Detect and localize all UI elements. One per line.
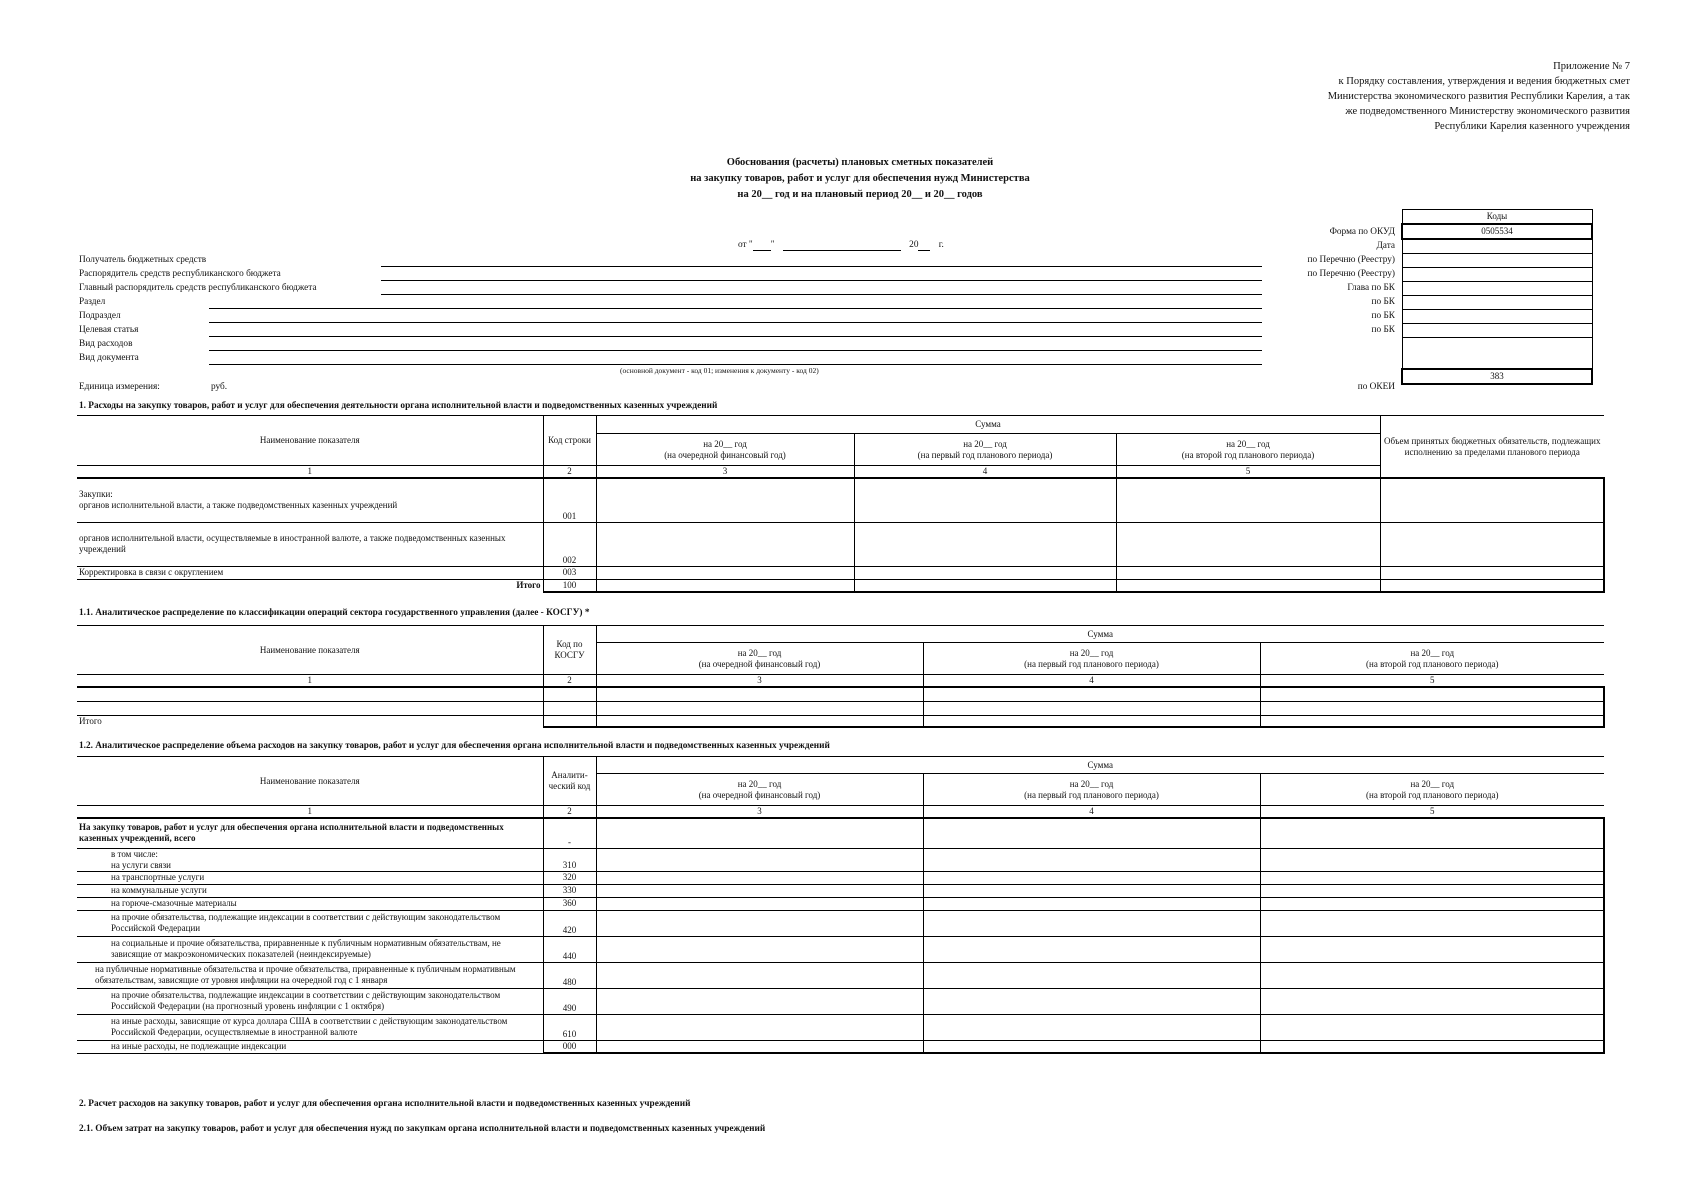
value-cell[interactable] bbox=[923, 897, 1260, 910]
value-cell[interactable] bbox=[1380, 478, 1604, 522]
value-cell[interactable] bbox=[596, 910, 923, 936]
date-day-field[interactable] bbox=[753, 240, 771, 251]
col-year1-header bbox=[596, 774, 923, 806]
code-cell[interactable] bbox=[1402, 239, 1592, 254]
col-num: 2 bbox=[543, 466, 596, 479]
field-label: Получатель бюджетных средств bbox=[79, 255, 207, 265]
year-label: на 20__ год bbox=[1226, 438, 1270, 449]
row-code: 440 bbox=[543, 936, 596, 962]
field-line[interactable] bbox=[209, 322, 1262, 323]
field-label: Целевая статья bbox=[79, 325, 139, 335]
codes-table bbox=[1401, 209, 1593, 385]
year-label: на 20__ год bbox=[1410, 647, 1455, 658]
row-code[interactable] bbox=[543, 715, 596, 727]
row-code: 490 bbox=[543, 988, 596, 1014]
value-cell[interactable] bbox=[923, 962, 1260, 988]
doc-note: (основной документ - код 01; изменения к документу - код 02) bbox=[620, 366, 819, 375]
code-label: по Перечню (Реестру) bbox=[1307, 255, 1395, 265]
title-line: Обоснования (расчеты) плановых сметных показателей bbox=[726, 157, 994, 168]
value-cell[interactable] bbox=[1260, 1014, 1604, 1040]
unit-value: руб. bbox=[211, 382, 228, 392]
row-code[interactable] bbox=[543, 687, 596, 701]
value-cell[interactable] bbox=[1260, 687, 1604, 701]
row-label: на услуги связи bbox=[111, 859, 171, 870]
row-code: 001 bbox=[543, 478, 596, 522]
code-label: Глава по БК bbox=[1347, 283, 1395, 293]
col-sum-header: Сумма bbox=[596, 626, 1604, 643]
field-label: Распорядитель средств республиканского бюджета bbox=[79, 269, 281, 279]
code-cell[interactable] bbox=[1402, 268, 1592, 282]
value-cell[interactable] bbox=[1260, 936, 1604, 962]
date-year-prefix: 20 bbox=[909, 240, 919, 250]
row-name: на коммунальные услуги bbox=[77, 884, 543, 897]
col-num: 3 bbox=[596, 675, 923, 688]
section2-title: 2. Расчет расходов на закупку товаров, работ и услуг для обеспечения органа исполнительной власти и подведомственных казенных учреждений bbox=[79, 1099, 691, 1109]
row-name: на прочие обязательства, подлежащие индексации в соответствии с действующим законодательством Российской Федерации bbox=[77, 910, 543, 936]
year-label: на 20__ год bbox=[1410, 778, 1455, 789]
col-code-header: Код по КОСГУ bbox=[543, 626, 596, 675]
value-cell[interactable] bbox=[1260, 848, 1604, 871]
code-cell[interactable] bbox=[1402, 296, 1592, 310]
value-cell[interactable] bbox=[1260, 988, 1604, 1014]
value-cell[interactable] bbox=[1260, 701, 1604, 715]
col-num: 1 bbox=[77, 806, 543, 819]
value-cell[interactable] bbox=[1260, 910, 1604, 936]
code-label: по ОКЕИ bbox=[1357, 382, 1395, 392]
row-name: на публичные нормативные обязательства и прочие обязательства, приравненные к публичным нормативным обязательствам, зависящие от уровня инфляции на очередной год с 1 января bbox=[77, 962, 543, 988]
year-sub: (на очередной финансовый год) bbox=[698, 789, 821, 800]
value-cell[interactable] bbox=[923, 818, 1260, 848]
row-name bbox=[77, 848, 543, 871]
value-cell[interactable] bbox=[596, 579, 854, 592]
row-name: на иные расходы, зависящие от курса доллара США в соответствии с действующим законодательством Российской Федерации, осуществляемые в иностранной валюте bbox=[77, 1014, 543, 1040]
value-cell[interactable] bbox=[1260, 715, 1604, 727]
value-cell[interactable] bbox=[596, 962, 923, 988]
col-num: 5 bbox=[1260, 675, 1604, 688]
col-year3-header bbox=[1260, 774, 1604, 806]
row-code: - bbox=[543, 818, 596, 848]
date-from: от " bbox=[738, 240, 753, 250]
value-cell[interactable] bbox=[596, 566, 854, 579]
year-label: на 20__ год bbox=[1069, 778, 1114, 789]
field-label: Главный распорядитель средств республиканского бюджета bbox=[79, 283, 317, 293]
code-cell[interactable] bbox=[1402, 282, 1592, 296]
value-cell[interactable] bbox=[1116, 522, 1380, 566]
row-code: 420 bbox=[543, 910, 596, 936]
field-line[interactable] bbox=[209, 336, 1262, 337]
date-month-field[interactable] bbox=[783, 240, 901, 251]
value-cell[interactable] bbox=[596, 687, 923, 701]
field-label: Вид документа bbox=[79, 353, 139, 363]
value-cell[interactable] bbox=[923, 871, 1260, 884]
codes-header: Коды bbox=[1402, 210, 1592, 225]
row-code: 360 bbox=[543, 897, 596, 910]
unit-label: Единица измерения: bbox=[79, 382, 160, 392]
col-sum-header: Сумма bbox=[596, 757, 1604, 774]
field-line[interactable] bbox=[209, 350, 1262, 351]
col-num: 2 bbox=[543, 675, 596, 688]
value-cell[interactable] bbox=[596, 988, 923, 1014]
field-label: Подраздел bbox=[79, 311, 121, 321]
field-line[interactable] bbox=[381, 280, 1262, 281]
value-cell[interactable] bbox=[1380, 522, 1604, 566]
year-sub: (на второй год планового периода) bbox=[1181, 449, 1315, 460]
total-label: Итого bbox=[77, 715, 543, 727]
col-name-header: Наименование показателя bbox=[77, 757, 543, 806]
value-cell[interactable] bbox=[923, 988, 1260, 1014]
col-year1-header bbox=[596, 643, 923, 675]
title-line: на 20__ год и на плановый период 20__ и 20__ годов bbox=[737, 189, 983, 200]
row-name: на иные расходы, не подлежащие индексации bbox=[77, 1040, 543, 1053]
col-year1-header bbox=[596, 434, 854, 466]
total-label: Итого bbox=[77, 579, 543, 592]
row-code: 610 bbox=[543, 1014, 596, 1040]
value-cell[interactable] bbox=[854, 566, 1116, 579]
value-cell[interactable] bbox=[596, 884, 923, 897]
year-sub: (на очередной финансовый год) bbox=[698, 658, 821, 669]
value-cell[interactable] bbox=[854, 478, 1116, 522]
field-line[interactable] bbox=[209, 308, 1262, 309]
section1-table bbox=[77, 415, 1605, 593]
row-name: на горюче-смазочные материалы bbox=[77, 897, 543, 910]
appendix-note bbox=[1328, 59, 1630, 134]
col-year3-header bbox=[1260, 643, 1604, 675]
col-num: 4 bbox=[923, 806, 1260, 819]
year-label: на 20__ год bbox=[963, 438, 1007, 449]
row-code: 330 bbox=[543, 884, 596, 897]
col-num: 1 bbox=[77, 675, 543, 688]
row-code[interactable] bbox=[543, 701, 596, 715]
row-name bbox=[77, 701, 543, 715]
title-line: на закупку товаров, работ и услуг для обеспечения нужд Министерства bbox=[690, 173, 1030, 184]
value-cell[interactable] bbox=[1116, 579, 1380, 592]
col-year2-header bbox=[923, 643, 1260, 675]
value-cell[interactable] bbox=[596, 1040, 923, 1053]
value-cell[interactable] bbox=[854, 522, 1116, 566]
row-name: Корректировка в связи с округлением bbox=[77, 566, 543, 579]
year-sub: (на второй год планового периода) bbox=[1366, 789, 1499, 800]
value-cell[interactable] bbox=[923, 884, 1260, 897]
row-code: 002 bbox=[543, 522, 596, 566]
code-cell[interactable] bbox=[1402, 254, 1592, 268]
year-sub: (на первый год планового периода) bbox=[1024, 789, 1159, 800]
value-cell[interactable] bbox=[596, 715, 923, 727]
year-label: на 20__ год bbox=[703, 438, 747, 449]
document-title bbox=[560, 155, 1160, 203]
year-sub: (на очередной финансовый год) bbox=[664, 449, 786, 460]
section21-title: 2.1. Объем затрат на закупку товаров, работ и услуг для обеспечения нужд по закупкам органа исполнительной власти и подведомственных казенных учреждений bbox=[79, 1124, 766, 1134]
value-cell[interactable] bbox=[1380, 566, 1604, 579]
col-num: 4 bbox=[854, 466, 1116, 479]
value-cell[interactable] bbox=[1260, 871, 1604, 884]
code-cell[interactable] bbox=[1402, 310, 1592, 324]
field-line[interactable] bbox=[209, 364, 1262, 365]
value-cell[interactable] bbox=[596, 522, 854, 566]
col-year3-header bbox=[1116, 434, 1380, 466]
date-year-field[interactable] bbox=[918, 240, 930, 251]
value-cell[interactable] bbox=[923, 1040, 1260, 1053]
date-line bbox=[738, 240, 944, 251]
code-label: Дата bbox=[1376, 241, 1395, 251]
value-cell[interactable] bbox=[1380, 579, 1604, 592]
col-sum-header: Сумма bbox=[596, 416, 1380, 434]
field-line[interactable] bbox=[381, 294, 1262, 295]
row-name bbox=[77, 687, 543, 701]
date-year-suffix: г. bbox=[938, 240, 944, 250]
value-cell[interactable] bbox=[1116, 566, 1380, 579]
year-label: на 20__ год bbox=[1069, 647, 1114, 658]
col-num: 5 bbox=[1260, 806, 1604, 819]
code-cell[interactable]: 0505534 bbox=[1402, 224, 1592, 239]
value-cell[interactable] bbox=[1260, 1040, 1604, 1053]
value-cell[interactable] bbox=[923, 715, 1260, 727]
appendix-line: Министерства экономического развития Республики Карелия, а так bbox=[1327, 91, 1630, 102]
value-cell[interactable] bbox=[596, 478, 854, 522]
col-code-header: Аналити-ческий код bbox=[543, 757, 596, 806]
row-name: Закупки: органов исполнительной власти, а также подведомственных казенных учреждений bbox=[77, 478, 543, 522]
value-cell[interactable] bbox=[923, 910, 1260, 936]
code-cell[interactable]: 383 bbox=[1402, 369, 1592, 384]
col-num: 3 bbox=[596, 466, 854, 479]
code-cell[interactable] bbox=[1402, 324, 1592, 338]
value-cell[interactable] bbox=[923, 848, 1260, 871]
year-label: на 20__ год bbox=[737, 778, 782, 789]
year-sub: (на первый год планового периода) bbox=[1024, 658, 1159, 669]
year-sub: (на второй год планового периода) bbox=[1366, 658, 1499, 669]
row-code: 000 bbox=[543, 1040, 596, 1053]
appendix-line: же подведомственного Министерству экономического развития bbox=[1345, 106, 1630, 117]
row-code: 320 bbox=[543, 871, 596, 884]
value-cell[interactable] bbox=[596, 701, 923, 715]
value-cell[interactable] bbox=[596, 871, 923, 884]
field-label: Раздел bbox=[79, 297, 106, 307]
value-cell[interactable] bbox=[923, 701, 1260, 715]
section12-table bbox=[77, 756, 1605, 1054]
value-cell[interactable] bbox=[596, 818, 923, 848]
code-label: по Перечню (Реестру) bbox=[1307, 269, 1395, 279]
section1-title: 1. Расходы на закупку товаров, работ и услуг для обеспечения деятельности органа исполнительной власти и подведомственных казенных учреждений bbox=[79, 401, 718, 411]
section11-table bbox=[77, 625, 1605, 728]
row-code: 480 bbox=[543, 962, 596, 988]
value-cell[interactable] bbox=[596, 848, 923, 871]
section11-title: 1.1. Аналитическое распределение по классификации операций сектора государственного управления (далее - КОСГУ) * bbox=[79, 608, 590, 618]
col-num: 5 bbox=[1116, 466, 1380, 479]
row-name: На закупку товаров, работ и услуг для обеспечения органа исполнительной власти и подведомственных казенных учреждений, всего bbox=[77, 818, 543, 848]
col-year2-header bbox=[923, 774, 1260, 806]
code-cell[interactable] bbox=[1402, 338, 1592, 370]
date-quote: " bbox=[770, 240, 775, 250]
row-code: 003 bbox=[543, 566, 596, 579]
row-name: на транспортные услуги bbox=[77, 871, 543, 884]
value-cell[interactable] bbox=[1260, 962, 1604, 988]
col-num: 3 bbox=[596, 806, 923, 819]
col-num: 4 bbox=[923, 675, 1260, 688]
value-cell[interactable] bbox=[923, 1014, 1260, 1040]
incl-label: в том числе: bbox=[111, 848, 158, 859]
field-label: Вид расходов bbox=[79, 339, 133, 349]
section12-title: 1.2. Аналитическое распределение объема расходов на закупку товаров, работ и услуг для обеспечения органа исполнительной власти и подведомственных казенных учреждений bbox=[79, 741, 830, 751]
code-label: Форма по ОКУД bbox=[1329, 227, 1395, 237]
value-cell[interactable] bbox=[1260, 897, 1604, 910]
col-num: 1 bbox=[77, 466, 543, 479]
value-cell[interactable] bbox=[854, 579, 1116, 592]
year-label: на 20__ год bbox=[737, 647, 782, 658]
code-label: по БК bbox=[1371, 325, 1395, 335]
col-name-header: Наименование показателя bbox=[77, 626, 543, 675]
code-label: по БК bbox=[1371, 297, 1395, 307]
value-cell[interactable] bbox=[923, 687, 1260, 701]
value-cell[interactable] bbox=[1260, 884, 1604, 897]
row-code: 100 bbox=[543, 579, 596, 592]
value-cell[interactable] bbox=[1260, 818, 1604, 848]
appendix-line: Республики Карелия казенного учреждения bbox=[1434, 121, 1630, 132]
row-name: органов исполнительной власти, осуществляемые в иностранной валюте, а также подведомственных казенных учреждений bbox=[77, 522, 543, 566]
year-sub: (на первый год планового периода) bbox=[917, 449, 1053, 460]
row-name: на социальные и прочие обязательства, приравненные к публичным нормативным обязательствам, не зависящие от макроэкономических показателей (неиндексируемые) bbox=[77, 936, 543, 962]
appendix-line: к Порядку составления, утверждения и ведения бюджетных смет bbox=[1338, 76, 1630, 87]
value-cell[interactable] bbox=[596, 936, 923, 962]
value-cell[interactable] bbox=[596, 897, 923, 910]
code-label: по БК bbox=[1371, 311, 1395, 321]
value-cell[interactable] bbox=[596, 1014, 923, 1040]
value-cell[interactable] bbox=[923, 936, 1260, 962]
row-code: 310 bbox=[543, 848, 596, 871]
col-num: 2 bbox=[543, 806, 596, 819]
field-line[interactable] bbox=[381, 266, 1262, 267]
row-name: на прочие обязательства, подлежащие индексации в соответствии с действующим законодательством Российской Федерации (на прогнозный уровень инфляции с 1 октября) bbox=[77, 988, 543, 1014]
col-obligations-header: Объем принятых бюджетных обязательств, подлежащих исполнению за пределами планового периода bbox=[1380, 416, 1604, 479]
col-code-header: Код строки bbox=[543, 416, 596, 466]
value-cell[interactable] bbox=[1116, 478, 1380, 522]
appendix-line: Приложение № 7 bbox=[1553, 61, 1630, 72]
col-name-header: Наименование показателя bbox=[77, 416, 543, 466]
col-year2-header bbox=[854, 434, 1116, 466]
